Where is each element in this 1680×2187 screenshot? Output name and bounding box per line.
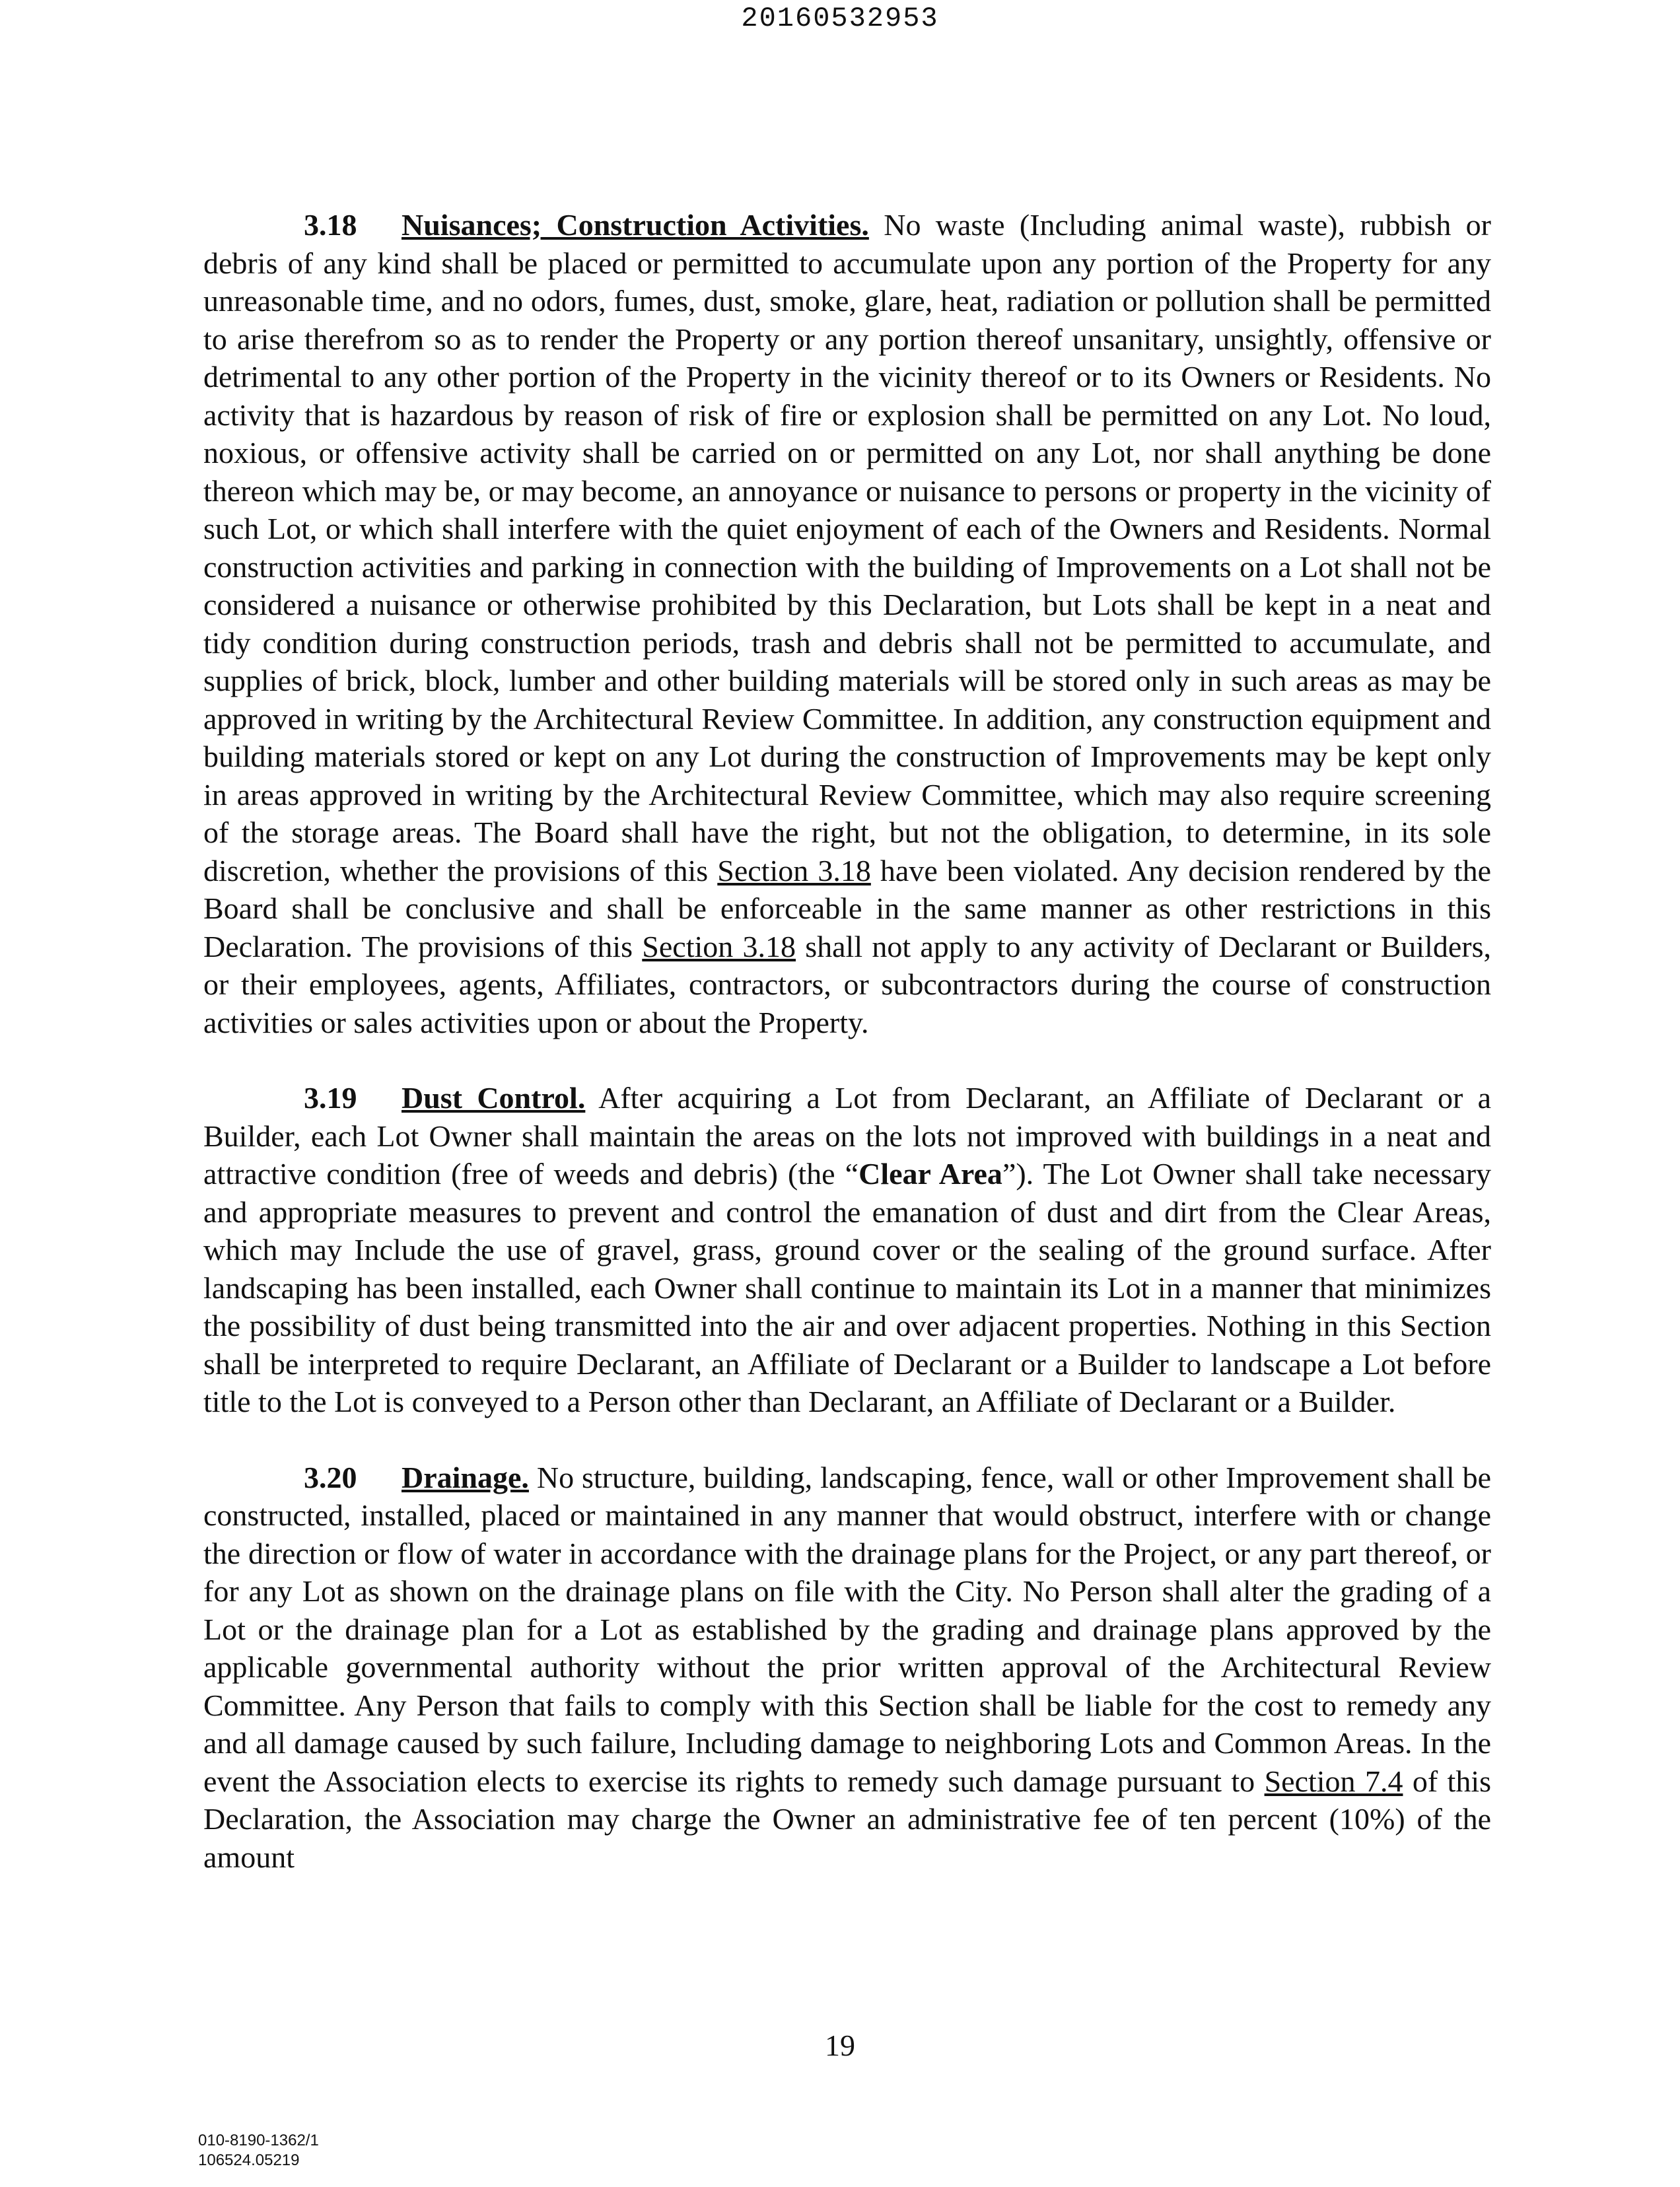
section-text: No waste (Including animal waste), rubbish or debris of any kind shall be placed or permitted to accumulate upon any portion of the Property for any unreasonable time, and no odors, fumes, dust, smoke, glare, heat, radiation or pollution shall be permitted to arise therefrom so as to render the Property or any portion thereof unsanitary, unsightly, offensive or detrimental to any other portion of the Property in the vicinity thereof or to its Owners or Residents. No activity that is hazardous by reason of risk of fire or explosion shall be permitted on any Lot. No loud, noxious, or offensive activity shall be carried on or permitted on any Lot, nor shall anything be done thereon which may be, or may become, an annoyance or nuisance to persons or property in the vicinity of such Lot, or which shall interfere with the quiet enjoyment of each of the Owners and Residents. Normal construction activities and parking in connection with the building of Improvements on a Lot shall not be considered a nuisance or otherwise prohibited by this Declaration, but Lots shall be kept in a neat and tidy condition during construction periods, trash and debris shall not be permitted to accumulate, and supplies of brick, block, lumber and other building materials will be stored only in such areas as may be approved in writing by the Architectural Review Committee. In addition, any construction equipment and building materials stored or kept on any Lot during the construction of Improvements may be kept only in areas approved in writing by the Architectural Review Committee, which may also require screening of the storage areas. The Board shall have the right, but not the obligation, to determine, in its sole discretion, whether the provisions of this	[203, 208, 1491, 887]
section-text: After acquiring a Lot from Declarant, an Affiliate of Declarant or a Builder, each Lot Owner shall maintain the areas on the lots not improved with buildings in a neat and attractive condition (free of weeds and debris) (the “	[203, 1081, 1491, 1191]
section-title: Nuisances; Construction Activities.	[402, 208, 869, 242]
defined-term: Clear Area	[858, 1157, 1002, 1191]
document-body	[203, 206, 1491, 1876]
section-text: shall not apply to any activity of Declarant or Builders, or their employees, agents, Affiliates, contractors, or subcontractors during the course of construction activities or sales activities upon or about the Property.	[203, 929, 1491, 1039]
section-3-18	[203, 206, 1491, 1041]
section-3-20	[203, 1459, 1491, 1877]
footer-doc-id: 106524.05219	[198, 2151, 300, 2169]
section-number: 3.19	[304, 1081, 357, 1115]
section-number: 3.20	[304, 1460, 357, 1494]
section-3-19	[203, 1079, 1491, 1421]
section-reference: Section 3.18	[642, 929, 796, 963]
section-text: No structure, building, landscaping, fence, wall or other Improvement shall be constructed, installed, placed or maintained in any manner that would obstruct, interfere with or change the direction or flow of water in accordance with the drainage plans for the Project, or any part thereof, or for any Lot as shown on the drainage plans on file with the City. No Person shall alter the grading of a Lot or the drainage plan for a Lot as established by the grading and drainage plans approved by the applicable governmental authority without the prior written approval of the Architectural Review Committee. Any Person that fails to comply with this Section shall be liable for the cost to remedy any and all damage caused by such failure, Including damage to neighboring Lots and Common Areas. In the event the Association elects to exercise its rights to remedy such damage pursuant to	[203, 1460, 1491, 1798]
section-text: of this Declaration, the Association may charge the Owner an administrative fee of ten percent (10%) of the amount	[203, 1764, 1492, 1874]
footer-doc-id: 010-8190-1362/1	[198, 2132, 319, 2149]
section-reference: Section 3.18	[717, 853, 871, 887]
section-number: 3.18	[304, 208, 357, 242]
section-text: ”). The Lot Owner shall take necessary and appropriate measures to prevent and control the emanation of dust and dirt from the Clear Areas, which may Include the use of gravel, grass, ground cover or the sealing of the ground surface. After landscaping has been installed, each Owner shall continue to maintain its Lot in a manner that minimizes the possibility of dust being transmitted into the air and over adjacent properties. Nothing in this Section shall be interpreted to require Declarant, an Affiliate of Declarant or a Builder to landscape a Lot before title to the Lot is conveyed to a Person other than Declarant, an Affiliate of Declarant or a Builder.	[203, 1157, 1492, 1418]
section-reference: Section 7.4	[1264, 1764, 1403, 1798]
recording-number: 20160532953	[741, 3, 939, 34]
footer-document-ids	[198, 2131, 319, 2170]
section-title: Drainage.	[402, 1460, 529, 1494]
section-title: Dust Control.	[402, 1081, 586, 1115]
section-text: have been violated. Any decision rendered by the Board shall be conclusive and shall be enforceable in the same manner as other restrictions in this Declaration. The provisions of this	[203, 853, 1491, 963]
page-number: 19	[825, 2029, 855, 2062]
